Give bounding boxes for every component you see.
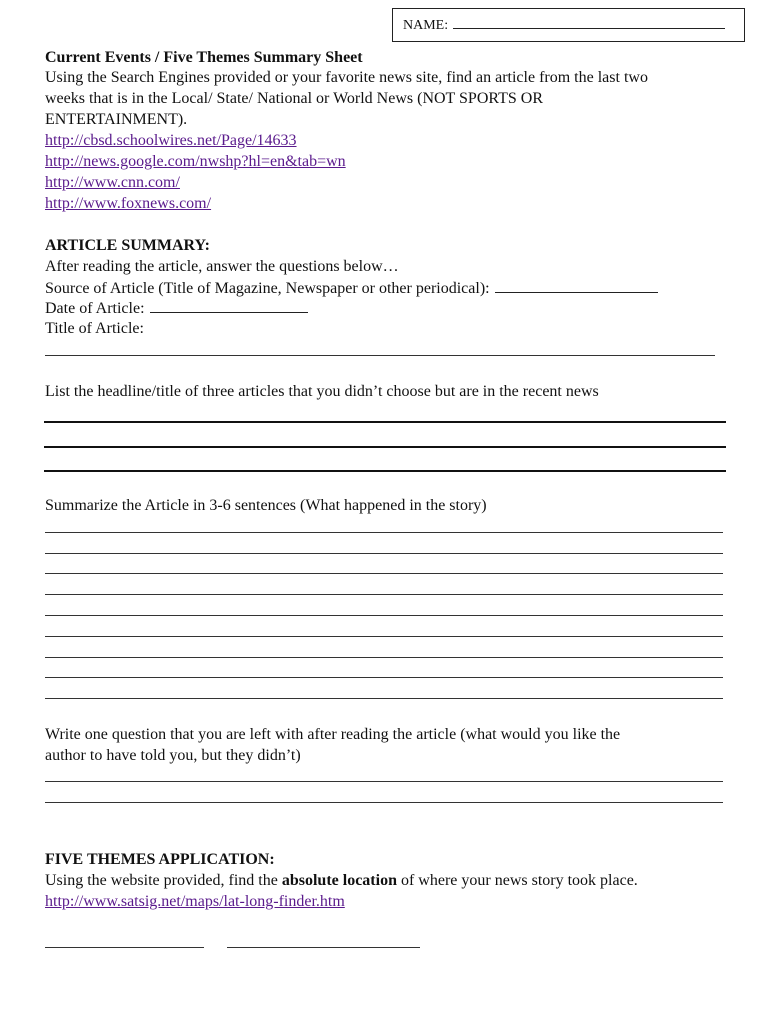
- summary-answer-line[interactable]: [45, 553, 723, 554]
- question-prompt-line-2: author to have told you, but they didn’t): [45, 747, 301, 764]
- summary-answer-line[interactable]: [45, 594, 723, 595]
- question-answer-line[interactable]: [45, 802, 723, 803]
- summary-answer-line[interactable]: [45, 573, 723, 574]
- instruction-before: Using the website provided, find the: [45, 872, 282, 889]
- five-themes-instruction: [45, 871, 638, 891]
- source-line: [45, 278, 658, 299]
- title-answer-line[interactable]: [45, 355, 715, 356]
- date-blank[interactable]: [150, 298, 308, 313]
- question-prompt-line-1: Write one question that you are left with after reading the article (what would you like the: [45, 726, 621, 743]
- link-foxnews[interactable]: http://www.foxnews.com/: [45, 195, 212, 212]
- page-title: Current Events / Five Themes Summary Sheet: [45, 49, 363, 66]
- headline-answer-line[interactable]: [44, 470, 726, 472]
- summary-answer-line[interactable]: [45, 698, 723, 699]
- link-cbsd[interactable]: http://cbsd.schoolwires.net/Page/14633: [45, 132, 297, 149]
- summary-answer-line[interactable]: [45, 532, 723, 533]
- date-line: [45, 298, 308, 319]
- summary-answer-line[interactable]: [45, 636, 723, 637]
- latitude-answer-line[interactable]: [45, 947, 204, 948]
- title-label: Title of Article:: [45, 320, 144, 337]
- longitude-answer-line[interactable]: [227, 947, 420, 948]
- article-summary-instruction: After reading the article, answer the questions below…: [45, 258, 399, 275]
- five-themes-heading: FIVE THEMES APPLICATION:: [45, 851, 275, 868]
- link-cnn[interactable]: http://www.cnn.com/: [45, 174, 180, 191]
- intro-line-3: ENTERTAINMENT).: [45, 111, 188, 128]
- name-label-line: [403, 17, 725, 34]
- summary-answer-line[interactable]: [45, 615, 723, 616]
- source-blank[interactable]: [495, 278, 658, 293]
- intro-line-2: weeks that is in the Local/ State/ National or World News (NOT SPORTS OR: [45, 90, 543, 107]
- name-blank[interactable]: [453, 17, 725, 29]
- article-summary-heading: ARTICLE SUMMARY:: [45, 237, 210, 254]
- question-answer-line[interactable]: [45, 781, 723, 782]
- link-google-news[interactable]: http://news.google.com/nwshp?hl=en&tab=wn: [45, 153, 346, 170]
- intro-line-1: Using the Search Engines provided or your favorite news site, find an article from the last two: [45, 69, 648, 86]
- headline-answer-line[interactable]: [44, 446, 726, 448]
- source-label: Source of Article (Title of Magazine, Newspaper or other periodical):: [45, 280, 490, 297]
- summary-answer-line[interactable]: [45, 677, 723, 678]
- headlines-prompt: List the headline/title of three articles that you didn’t choose but are in the recent news: [45, 383, 599, 400]
- link-lat-long-finder[interactable]: http://www.satsig.net/maps/lat-long-finder.htm: [45, 893, 345, 910]
- summary-answer-line[interactable]: [45, 657, 723, 658]
- name-label: NAME:: [403, 18, 449, 33]
- absolute-location-text: absolute location: [281, 872, 397, 889]
- name-box: [392, 8, 745, 42]
- date-label: Date of Article:: [45, 300, 145, 317]
- instruction-after: of where your news story took place.: [396, 872, 638, 889]
- summarize-prompt: Summarize the Article in 3-6 sentences (What happened in the story): [45, 497, 487, 514]
- headline-answer-line[interactable]: [44, 421, 726, 423]
